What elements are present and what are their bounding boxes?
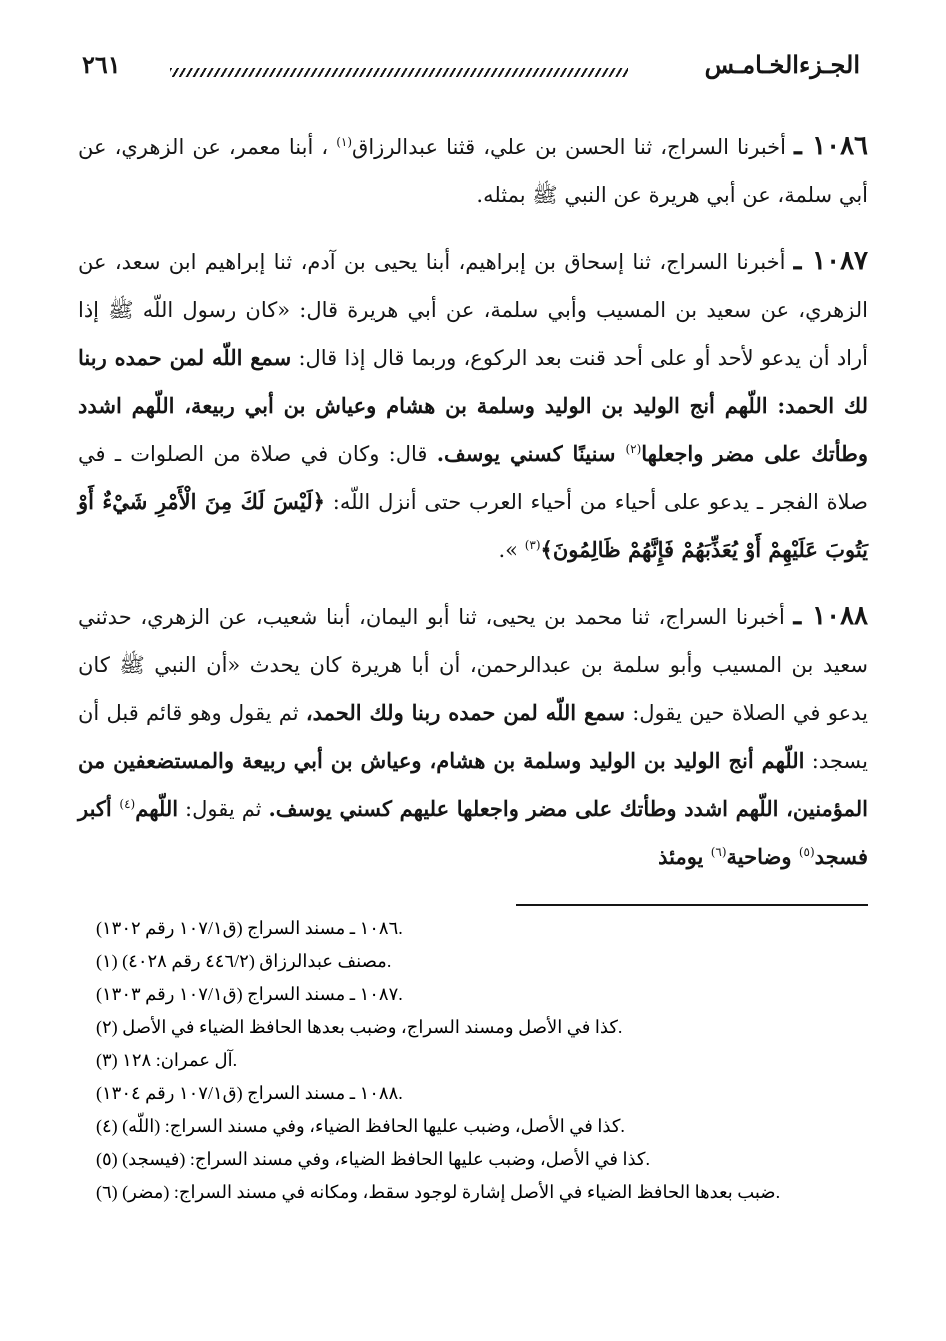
hadith-bold-text: يومئذ xyxy=(658,844,711,869)
footnote: (٢) كذا في الأصل ومسند السراج، وضبب بعدها الحافظ الضياء في الأصل. xyxy=(96,1017,623,1037)
footnote: (٣) آل عمران: ١٢٨. xyxy=(96,1050,238,1070)
footnote: (٤) كذا في الأصل، وضبب عليها الحافظ الضياء، وفي مسند السراج: (اللّه). xyxy=(96,1116,625,1136)
hadith-1086 xyxy=(78,122,868,219)
page-header xyxy=(78,48,868,92)
header-rule xyxy=(170,68,628,77)
main-text xyxy=(78,122,868,881)
running-title: الجـزءالخـامـس xyxy=(704,50,860,79)
footnote-marker: (٥) xyxy=(798,845,815,859)
hadith-bold-text: اللّهم أنج الوليد بن الوليد وسلمة بن هشام، وعياش بن أبي ربيعة والمستضعفين من المؤمنين، اللّهم اشدد وطأتك على مضر واجعلها عليهم كسني يوسف. xyxy=(78,748,868,821)
footnote-marker: (١) xyxy=(336,135,353,149)
footnote-marker: (٣) xyxy=(524,538,541,552)
hadith-bold-text: اللّهم xyxy=(135,796,179,821)
hadith-number: ١٠٨٨ ـ xyxy=(793,601,869,631)
footnote: ١٠٨٦ ـ مسند السراج (ق١٠٧/١ رقم ١٣٠٢). xyxy=(96,918,403,938)
hadith-text: ، أبنا معمر، عن الزهري، عن أبي سلمة، عن أبي هريرة عن النبي ﷺ بمثله. xyxy=(78,135,868,207)
footnote: (٦) ضبب بعدها الحافظ الضياء في الأصل إشارة لوجود سقط، ومكانه في مسند السراج: (مضر). xyxy=(96,1182,781,1202)
footnote: ١٠٨٧ ـ مسند السراج (ق١٠٧/١ رقم ١٣٠٣). xyxy=(96,984,403,1004)
footnote-divider xyxy=(516,904,868,906)
hadith-1087 xyxy=(78,237,868,574)
hadith-text: أخبرنا السراج، ثنا إسحاق بن إبراهيم، أبنا يحيى بن آدم، ثنا إبراهيم ابن سعد، عن الزهري، عن سعيد بن المسيب وأبي سلمة، عن أبي هريرة قال: «كان رسول اللّه ﷺ إذا أراد أن يدعو لأحد أو على أحد قنت بعد الركوع، وربما قال إذا قال: xyxy=(78,250,868,370)
hadith-number: ١٠٨٦ ـ xyxy=(794,131,868,161)
footnote: (١) مصنف عبدالرزاق (٤٤٦/٢ رقم ٤٠٢٨). xyxy=(96,951,392,971)
hadith-bold-text: أكبر فسجد xyxy=(78,796,868,869)
hadith-text: ثم يقول وهو قائم قبل أن يسجد: xyxy=(78,701,868,773)
page-number: ٢٦١ xyxy=(82,50,121,79)
footnote-marker: (٦) xyxy=(710,845,727,859)
hadith-text: ثم يقول: xyxy=(178,797,269,821)
hadith-text: أخبرنا السراج، ثنا الحسن بن علي، قثنا عبدالرزاق xyxy=(352,135,795,159)
hadith-text: ». xyxy=(498,538,525,562)
hadith-bold-text: سنينًا كسني يوسف. xyxy=(436,441,626,466)
footnote: ١٠٨٨ ـ مسند السراج (ق١٠٧/١ رقم ١٣٠٤). xyxy=(96,1083,403,1103)
footnote: (٥) كذا في الأصل، وضبب عليها الحافظ الضياء، وفي مسند السراج: (فيسجد). xyxy=(96,1149,650,1169)
hadith-bold-text: سمع اللّه لمن حمده ربنا ولك الحمد، xyxy=(305,700,625,725)
footnote-marker: (٤) xyxy=(119,797,136,811)
footnotes xyxy=(96,912,850,1209)
hadith-text: قال: وكان في صلاة من الصلوات ـ في صلاة الفجر ـ يدعو على أحياء من أحياء العرب حتى أنزل اللّه: xyxy=(78,442,868,514)
quran-verse: ﴿لَيْسَ لَكَ مِنَ الْأَمْرِ شَيْءٌ أَوْ يَتُوبَ عَلَيْهِمْ أَوْ يُعَذِّبَهُمْ فَإِنَّهُمْ ظَالِمُونَ﴾ xyxy=(78,489,868,562)
footnote-marker: (٢) xyxy=(625,442,642,456)
hadith-bold-text: وضاحية xyxy=(726,844,799,869)
hadith-1088 xyxy=(78,592,868,881)
hadith-bold-text: سمع اللّه لمن حمده ربنا لك الحمد: اللّهم أنج الوليد بن الوليد وسلمة بن هشام وعياش بن أبي ربيعة، اللّهم اشدد وطأتك على مضر واجعلها xyxy=(78,345,868,466)
hadith-number: ١٠٨٧ ـ xyxy=(793,246,868,276)
hadith-text: أخبرنا السراج، ثنا محمد بن يحيى، ثنا أبو اليمان، أبنا شعيب، عن الزهري، حدثني سعيد بن المسيب وأبو سلمة بن عبدالرحمن، أن أبا هريرة كان يحدث «أن النبي ﷺ كان يدعو في الصلاة حين يقول: xyxy=(78,605,868,725)
